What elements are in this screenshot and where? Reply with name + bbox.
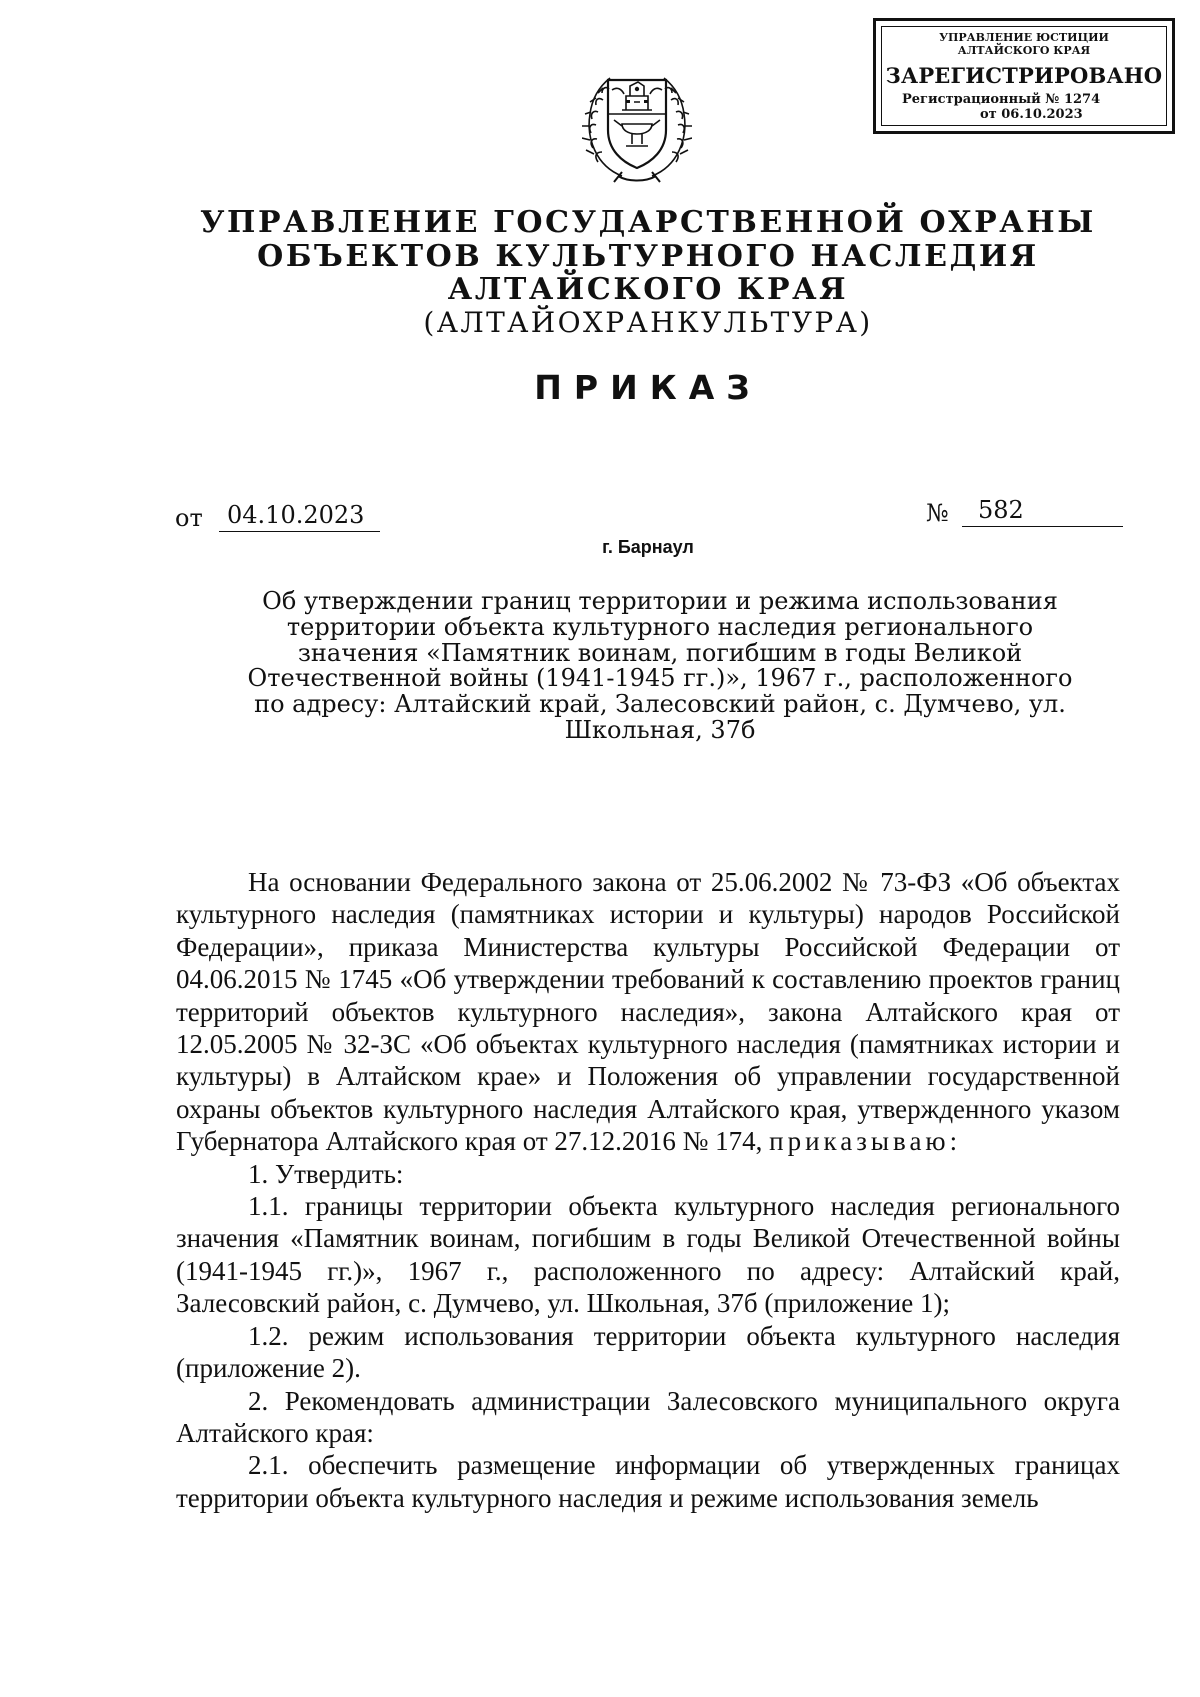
- item-2: 2. Рекомендовать администрации Залесовского муниципального округа Алтайского края:: [176, 1385, 1120, 1448]
- registration-stamp: [873, 18, 1175, 134]
- body-preamble: [176, 866, 1120, 1158]
- org-name-line3: АЛТАЙСКОГО КРАЯ: [447, 272, 849, 307]
- stamp-reg-number: Регистрационный № 1274: [902, 92, 1101, 107]
- stamp-inner-frame: [881, 26, 1167, 126]
- date-label: от: [175, 504, 203, 532]
- document-number: 582: [962, 496, 1123, 527]
- org-short-name: (АЛТАЙОХРАНКУЛЬТУРА): [423, 306, 873, 339]
- item-2-1: 2.1. обеспечить размещение информации об утвержденных границах территории объекта культурного наследия и режиме использования земель: [176, 1450, 1120, 1513]
- org-name-line1: УПРАВЛЕНИЕ ГОСУДАРСТВЕННОЙ ОХРАНЫ: [200, 205, 1096, 240]
- number-label: №: [926, 499, 949, 527]
- item-1-2: 1.2. режим использования территории объекта культурного наследия (приложение 2).: [176, 1320, 1120, 1384]
- stamp-authority-line1: УПРАВЛЕНИЕ ЮСТИЦИИ: [939, 31, 1109, 44]
- org-name-line2: ОБЪЕКТОВ КУЛЬТУРНОГО НАСЛЕДИЯ: [257, 239, 1039, 274]
- coat-of-arms-icon: [582, 58, 692, 186]
- document-body: [176, 866, 1120, 1514]
- item-1-1: 1.1. границы территории объекта культурного наследия регионального значения «Памятник воинам, погибшим в годы Великой Отечественной войны (1941-1945 гг.)», 1967 г., расположенного по адресу: Алтайский край, Залесовский район, с. Думчево, ул. Школьная, 37б (приложение 1);: [176, 1191, 1120, 1319]
- stamp-reg-date: от 06.10.2023: [980, 107, 1083, 122]
- stamp-authority-line2: АЛТАЙСКОГО КРАЯ: [957, 44, 1091, 57]
- order-word: приказываю:: [769, 1126, 962, 1157]
- document-type-title: ПРИКАЗ: [534, 368, 762, 407]
- stamp-status: ЗАРЕГИСТРИРОВАНО: [885, 63, 1163, 88]
- item-1: 1. Утвердить:: [248, 1158, 404, 1189]
- document-subject: Об утверждении границ территории и режима использования территории объекта культурного наследия регионального значения «Памятник воинам, погибшим в годы Великой Отечественной войны (1941-1945 гг.)», 1967 г., расположенного по адресу: Алтайский край, Залесовский район, с. Думчево, ул. Школьная, 37б: [247, 587, 1073, 744]
- document-date: 04.10.2023: [219, 501, 380, 532]
- issue-city: г. Барнаул: [602, 537, 694, 557]
- preamble-text: На основании Федерального закона от 25.06.2002 № 73-ФЗ «Об объектах культурного наследия (памятниках истории и культуры) народов Российской Федерации», приказа Министерства культуры Российской Федерации от 04.06.2015 № 1745 «Об утверждении требований к составлению проектов границ территорий объектов культурного наследия», закона Алтайского края от 12.05.2005 № 32-ЗС «Об объектах культурного наследия (памятниках истории и культуры) в Алтайском крае» и Положения об управлении государственной охраны объектов культурного наследия Алтайского края, утвержденного указом Губернатора Алтайского края от 27.12.2016 № 174,: [176, 867, 1120, 1157]
